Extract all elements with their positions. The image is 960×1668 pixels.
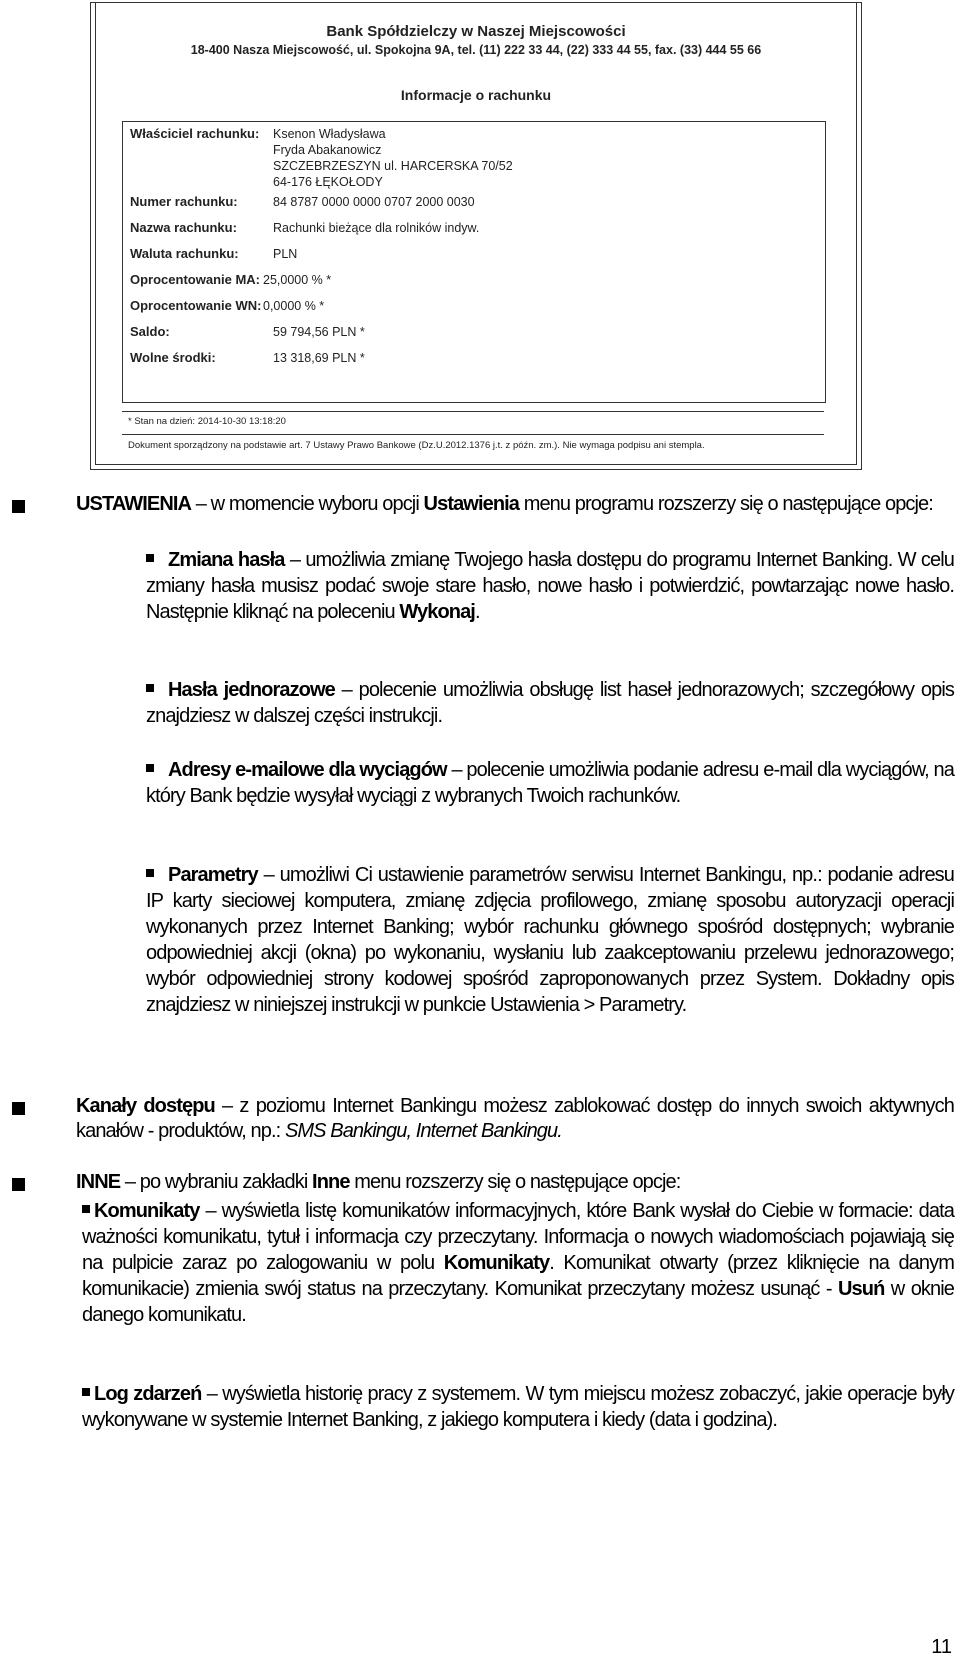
- delete-action-name: Usuń: [838, 1278, 885, 1300]
- account-number-value: 84 8787 0000 0000 0707 2000 0030: [273, 195, 475, 209]
- option-title: Log zdarzeń: [94, 1383, 202, 1405]
- document-inner-frame: [95, 3, 857, 465]
- notes-divider: [122, 434, 824, 435]
- rate-wn-label: Oprocentowanie WN:: [130, 298, 262, 313]
- field-name: Komunikaty: [443, 1252, 550, 1274]
- option-title: Hasła jednorazowe: [168, 679, 335, 701]
- option-bullet: [82, 1388, 90, 1396]
- currency-value: PLN: [273, 247, 298, 261]
- option-komunikaty: [82, 1198, 954, 1328]
- bank-name: Bank Spółdzielczy w Naszej Miejscowości: [326, 23, 626, 40]
- section-kanaly-dostepu: [76, 1094, 954, 1144]
- balance-value: 59 794,56 PLN *: [273, 325, 365, 339]
- account-info-box: [122, 121, 826, 403]
- currency-label: Waluta rachunku:: [130, 246, 239, 261]
- option-zmiana-hasla: [146, 547, 954, 625]
- section-text: menu rozszerzy się o następujące opcje:: [349, 1171, 681, 1193]
- document-notes: [122, 411, 824, 464]
- section-text: menu programu rozszerzy się o następujące opcje:: [519, 493, 933, 515]
- balance-label: Saldo:: [130, 324, 170, 339]
- rate-ma-label: Oprocentowanie MA:: [130, 272, 261, 287]
- bank-address: 18-400 Nasza Miejscowość, ul. Spokojna 9A, tel. (11) 222 33 44, (22) 333 44 55, fax. (33) 444 55 66: [190, 43, 762, 57]
- owner-line: Ksenon Władysława: [273, 127, 386, 141]
- option-text: w oknie danego komunikatu.: [82, 1278, 955, 1326]
- channels-example: SMS Bankingu, Internet Bankingu.: [284, 1120, 562, 1142]
- section-text: – po wybraniu zakładki: [120, 1171, 313, 1193]
- option-text: – umożliwi Ci ustawienie parametrów serwisu Internet Bankingu, np.: podanie adresu IP karty sieciowej komputera, zmianę zdjęcia profilowego, zmianę sposobu autoryzacji operacji wykonanych przez Internet Banking; wybór rachunku głównego spośród dostępnych; wybranie odpowiedniej akcji (okna) po wykonaniu, wysłaniu lub zaakceptowaniu przelewu jednorazowego; wybór odpowiedniej strony kodowej spośród zaproponowanych przez System. Dokładny opis znajdziesz w niniejszej instrukcji w punkcie Ustawienia > Parametry.: [146, 864, 954, 1016]
- page-number: 11: [931, 1636, 952, 1658]
- owner-line: SZCZEBRZESZYN ul. HARCERSKA 70/52: [273, 159, 513, 173]
- option-parametry: [146, 862, 954, 1018]
- section-bullet: [12, 1102, 25, 1115]
- option-title: Parametry: [168, 864, 258, 886]
- account-number-label: Numer rachunku:: [130, 194, 238, 209]
- section-text: – z poziomu Internet Bankingu możesz zablokować dostęp do innych swoich aktywnych kanałów - produktów, np.:: [76, 1095, 954, 1142]
- option-title: Adresy e-mailowe dla wyciągów: [168, 759, 447, 781]
- option-text: – polecenie umożliwia podanie adresu e-mail dla wyciągów, na który Bank będzie wysyłał wyciągi z wybranych Twoich rachunków.: [146, 759, 954, 807]
- option-bullet: [82, 1205, 90, 1213]
- action-name: Wykonaj: [399, 601, 475, 623]
- section-heading: INNE: [76, 1171, 121, 1193]
- option-text: – wyświetla historię pracy z systemem. W tym miejscu możesz zobaczyć, jakie operacje były wykonywane w systemie Internet Banking, z jakiego komputera i kiedy (data i godzina).: [82, 1383, 954, 1431]
- legal-note: Dokument sporządzony na podstawie art. 7 Ustawy Prawo Bankowe (Dz.U.2012.1376 j.t. z późn. zm.). Nie wymaga podpisu ani stempla.: [128, 440, 705, 451]
- free-funds-label: Wolne środki:: [130, 350, 216, 365]
- section-heading: USTAWIENIA: [76, 493, 192, 515]
- menu-name: Inne: [312, 1171, 350, 1193]
- section-text: – w momencie wyboru opcji: [191, 493, 424, 515]
- free-funds-value: 13 318,69 PLN *: [273, 351, 365, 365]
- document-title: Informacje o rachunku: [400, 87, 552, 103]
- option-text: . Komunikat otwarty (przez kliknięcie na danym komunikacie) zmienia swój status na przeczytany. Komunikat przeczytany możesz usunąć -: [82, 1252, 954, 1300]
- status-note: * Stan na dzień: 2014-10-30 13:18:20: [128, 416, 286, 427]
- owner-label: Właściciel rachunku:: [130, 126, 260, 141]
- section-bullet: [12, 1178, 25, 1191]
- option-text: .: [474, 601, 480, 623]
- account-name-label: Nazwa rachunku:: [130, 220, 237, 235]
- rate-wn-value: 0,0000 % *: [263, 299, 325, 313]
- option-bullet: [146, 764, 154, 772]
- rate-ma-value: 25,0000 % *: [263, 273, 332, 287]
- account-info-document: [90, 2, 862, 470]
- account-name-value: Rachunki bieżące dla rolników indyw.: [273, 221, 480, 235]
- option-bullet: [146, 869, 154, 877]
- section-inne: [76, 1170, 954, 1195]
- option-title: Zmiana hasła: [168, 549, 285, 571]
- option-text: – umożliwia zmianę Twojego hasła dostępu do programu Internet Banking. W celu zmiany hasła musisz podać swoje stare hasło, nowe hasło i potwierdzić, powtarzając nowe hasło. Następnie kliknąć na poleceniu: [146, 549, 955, 623]
- option-hasla-jednorazowe: [146, 677, 954, 729]
- owner-line: 64-176 ŁĘKOŁODY: [273, 175, 383, 189]
- option-title: Komunikaty: [94, 1200, 200, 1222]
- menu-name: Ustawienia: [423, 493, 520, 515]
- section-ustawienia: [76, 492, 954, 517]
- section-bullet: [12, 500, 25, 513]
- owner-line: Fryda Abakanowicz: [273, 143, 382, 157]
- option-text: – polecenie umożliwia obsługę list haseł jednorazowych; szczegółowy opis znajdziesz w dalszej części instrukcji.: [146, 679, 954, 727]
- option-bullet: [146, 554, 154, 562]
- option-log-zdarzen: [82, 1381, 954, 1433]
- option-adresy-email: [146, 757, 954, 809]
- option-text: – wyświetla listę komunikatów informacyjnych, które Bank wysłał do Ciebie w formacie: data ważności komunikatu, tytuł i informacja czy przeczytany. Informacja o nowych wiadomościach pojawiają się na pulpicie zaraz po zalogowaniu w polu: [82, 1200, 954, 1274]
- option-bullet: [146, 684, 154, 692]
- section-heading: Kanały dostępu: [76, 1095, 215, 1117]
